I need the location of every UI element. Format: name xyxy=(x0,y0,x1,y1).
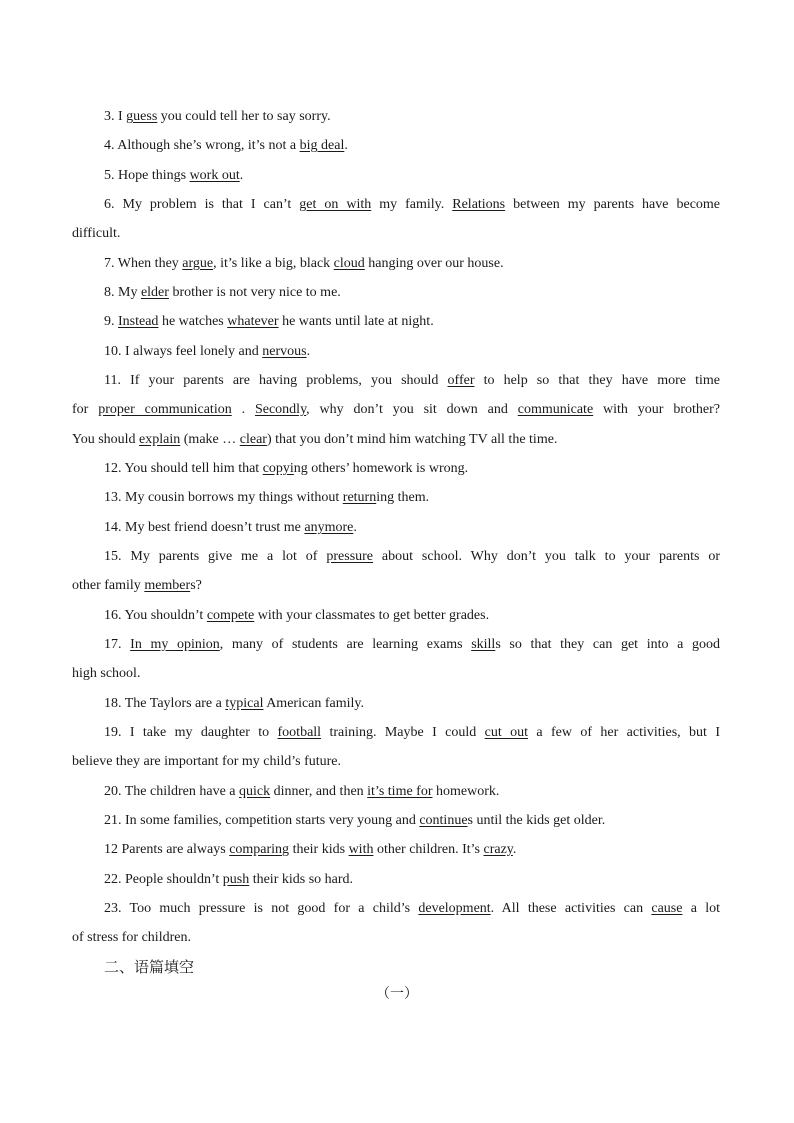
answer: member xyxy=(144,578,191,593)
item-4: 4. Although she’s wrong, it’s not a big deal. xyxy=(104,138,348,153)
subsection-mark: （一） xyxy=(376,987,418,1002)
item-21: 21. In some families, competition starts very young and continues until the kids get older. xyxy=(104,813,606,828)
answer: anymore xyxy=(304,520,354,535)
item-22: 22. People shouldn’t push their kids so hard. xyxy=(104,872,354,887)
item-7: 7. When they argue, it’s like a big, black cloud hanging over our house. xyxy=(104,256,504,271)
answer: skill xyxy=(471,637,496,652)
item-6-cont: difficult. xyxy=(72,226,121,241)
answer: guess xyxy=(126,109,158,124)
item-19: 19. I take my daughter to football training. Maybe I could cut out a few of her activities, but I xyxy=(104,725,720,740)
item-9: 9. Instead he watches whatever he wants until late at night. xyxy=(104,314,434,329)
answer: elder xyxy=(140,285,169,300)
item-5: 5. Hope things work out. xyxy=(104,168,244,183)
item-23-cont: of stress for children. xyxy=(72,930,191,945)
answer: cloud xyxy=(333,256,365,271)
answer: communicate xyxy=(517,402,594,417)
answer: it’s time for xyxy=(367,784,433,799)
answer: explain xyxy=(139,432,181,447)
item-19-cont: believe they are important for my child’s future. xyxy=(72,754,342,769)
answer: cause xyxy=(651,901,683,916)
item-13: 13. My cousin borrows my things without returning them. xyxy=(104,490,430,505)
item-17: 17. In my opinion, many of students are learning exams skills so that they can get into a good xyxy=(104,637,720,652)
answer: typical xyxy=(225,696,264,711)
item-20: 20. The children have a quick dinner, and then it’s time for homework. xyxy=(104,784,500,799)
answer: copyi xyxy=(262,461,294,476)
answer: crazy xyxy=(483,842,513,857)
item-10: 10. I always feel lonely and nervous. xyxy=(104,344,311,359)
item-11-cont-1: for proper communication . Secondly, why don’t you sit down and communicate with your brother? xyxy=(72,402,720,417)
answer: argue xyxy=(182,256,214,271)
answer: clear xyxy=(239,432,267,447)
answer: whatever xyxy=(227,314,279,329)
item-12: 12. You should tell him that copying others’ homework is wrong. xyxy=(104,461,469,476)
answer: development xyxy=(418,901,491,916)
answer: push xyxy=(222,872,250,887)
answer: compete xyxy=(206,608,255,623)
section-heading: 二、语篇填空 xyxy=(104,958,195,976)
item-11: 11. If your parents are having problems, you should offer to help so that they have more time xyxy=(104,373,720,388)
item-16: 16. You shouldn’t compete with your classmates to get better grades. xyxy=(104,608,490,623)
answer: Secondly xyxy=(254,402,307,417)
item-3: 3. I guess you could tell her to say sorry. xyxy=(104,109,331,124)
answer: big deal xyxy=(299,138,345,153)
answer: work out xyxy=(189,168,240,183)
answer: offer xyxy=(447,373,475,388)
item-15: 15. My parents give me a lot of pressure about school. Why don’t you talk to your parents or xyxy=(104,549,720,564)
answer: In my opinion xyxy=(130,637,220,652)
answer: Instead xyxy=(118,314,159,329)
item-6: 6. My problem is that I can’t get on with my family. Relations between my parents have become xyxy=(104,197,721,212)
answer: quick xyxy=(239,784,271,799)
answer: football xyxy=(277,725,322,740)
item-23: 23. Too much pressure is not good for a child’s development. All these activities can cause a lot xyxy=(104,901,720,916)
answer: Relations xyxy=(452,197,506,212)
item-11-cont-2: You should explain (make … clear) that you don’t mind him watching TV all the time. xyxy=(72,432,558,447)
answer: nervous xyxy=(262,344,307,359)
item-14: 14. My best friend doesn’t trust me anymore. xyxy=(104,520,357,535)
item-12b: 12 Parents are always comparing their kids with other children. It’s crazy. xyxy=(104,842,517,857)
item-18: 18. The Taylors are a typical American family. xyxy=(104,696,365,711)
answer: pressure xyxy=(326,549,374,564)
answer: proper communication xyxy=(98,402,232,417)
answer: get on with xyxy=(299,197,372,212)
item-17-cont: high school. xyxy=(72,666,141,681)
item-8: 8. My elder brother is not very nice to me. xyxy=(104,285,341,300)
answer: cut out xyxy=(484,725,529,740)
answer: comparing xyxy=(229,842,290,857)
item-15-cont: other family members? xyxy=(72,578,202,593)
answer: continue xyxy=(419,813,468,828)
answer: with xyxy=(348,842,374,857)
answer: return xyxy=(342,490,377,505)
